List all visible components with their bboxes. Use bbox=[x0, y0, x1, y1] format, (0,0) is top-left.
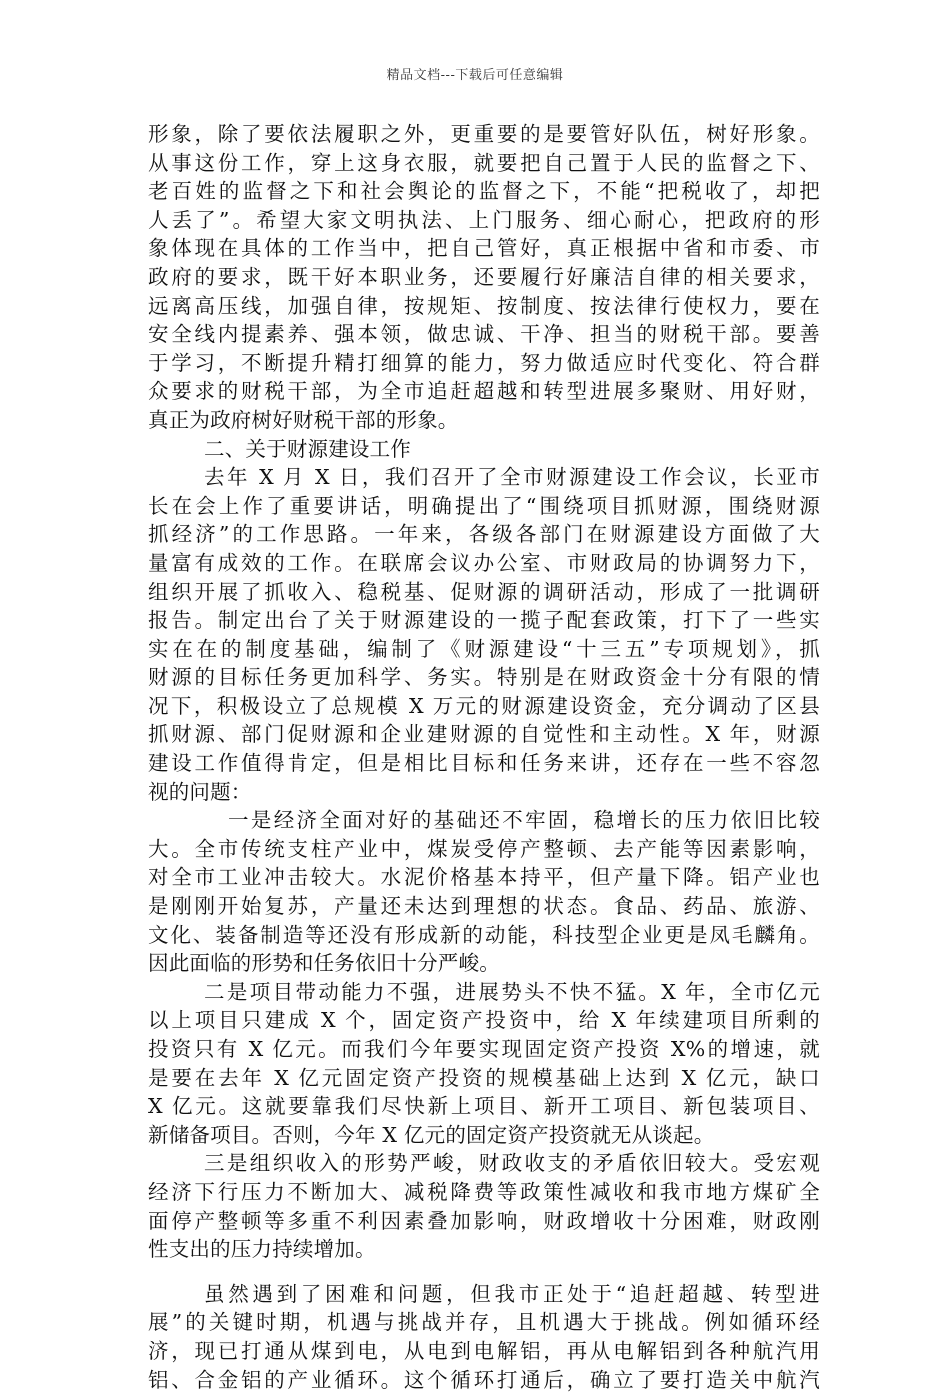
text-line: 是刚刚开始复苏，产量还未达到理想的状态。食品、药品、旅游、 bbox=[148, 894, 820, 919]
text-line: 真正为政府树好财税干部的形象。 bbox=[148, 407, 459, 432]
document-body bbox=[148, 120, 820, 1394]
text-line: 对全市工业冲击较大。水泥价格基本持平，但产量下降。铝产业也 bbox=[148, 865, 820, 890]
text-line: 象体现在具体的工作当中，把自己管好，真正根据中省和市委、市 bbox=[148, 236, 820, 261]
paragraph-6 bbox=[148, 1280, 820, 1394]
text-line: 以上项目只建成 X 个，固定资产投资中，给 X 年续建项目所剩的 bbox=[148, 1008, 820, 1033]
text-line: 一是经济全面对好的基础还不牢固，稳增长的压力依旧比较 bbox=[228, 808, 820, 833]
text-line: X 亿元。这就要靠我们尽快新上项目、新开工项目、新包装项目、 bbox=[148, 1094, 820, 1119]
text-line: 投资只有 X 亿元。而我们今年要实现固定资产投资 X%的增速，就 bbox=[148, 1037, 820, 1061]
text-line: 形象，除了要依法履职之外，更重要的是要管好队伍，树好形象。 bbox=[148, 122, 820, 146]
text-line: 组织开展了抓收入、稳税基、促财源的调研活动，形成了一批调研 bbox=[148, 579, 820, 604]
text-line: 二是项目带动能力不强，进展势头不快不猛。X 年，全市亿元 bbox=[204, 979, 820, 1004]
text-line: 性支出的压力持续增加。 bbox=[148, 1237, 376, 1262]
text-line: 报告。制定出台了关于财源建设的一揽子配套政策，打下了一些实 bbox=[148, 608, 820, 633]
section-heading bbox=[148, 435, 820, 464]
text-line: 老百姓的监督之下和社会舆论的监督之下，不能“把税收了，却把 bbox=[148, 179, 820, 204]
text-line: 大。全市传统支柱产业中，煤炭受停产整顿、去产能等因素影响， bbox=[148, 836, 820, 861]
paragraph-1 bbox=[148, 120, 820, 435]
text-line: 视的问题： bbox=[148, 779, 252, 804]
text-line: 抓财源、部门促财源和企业建财源的自觉性和主动性。X 年，财源 bbox=[148, 722, 820, 747]
text-line: 远离高压线，加强自律，按规矩、按制度、按法律行使权力，要在 bbox=[148, 293, 820, 318]
text-line: 从事这份工作，穿上这身衣服，就要把自己置于人民的监督之下、 bbox=[148, 150, 820, 175]
text-line: 政府的要求，既干好本职业务，还要履行好廉洁自律的相关要求， bbox=[148, 264, 820, 289]
text-line: 建设工作值得肯定，但是相比目标和任务来讲，还存在一些不容忽 bbox=[148, 751, 820, 776]
text-line: 实在在的制度基础，编制了《财源建设“十三五”专项规划》，抓 bbox=[148, 636, 820, 661]
text-line: 况下，积极设立了总规模 X 万元的财源建设资金，充分调动了区县 bbox=[148, 693, 820, 718]
paragraph-2 bbox=[148, 463, 820, 806]
text-line: 三是组织收入的形势严峻，财政收支的矛盾依旧较大。受宏观 bbox=[204, 1151, 820, 1176]
text-line: 抓经济”的工作思路。一年来，各级各部门在财源建设方面做了大 bbox=[148, 522, 820, 547]
text-line: 量富有成效的工作。在联席会议办公室、市财政局的协调努力下， bbox=[148, 550, 820, 575]
text-line: 铝、合金铝的产业循环。这个循环打通后，确立了要打造关中航汽 bbox=[148, 1367, 820, 1392]
text-line: 济，现已打通从煤到电，从电到电解铝，再从电解铝到各种航汽用 bbox=[148, 1338, 820, 1363]
page-header: 精品文档---下载后可任意编辑 bbox=[386, 68, 564, 83]
text-line: 财源的目标任务更加科学、务实。特别是在财政资金十分有限的情 bbox=[148, 665, 820, 690]
text-line: 安全线内提素养、强本领，做忠诚、干净、担当的财税干部。要善 bbox=[148, 322, 820, 347]
paragraph-4 bbox=[148, 978, 820, 1150]
text-line: 展”的关键时期，机遇与挑战并存，且机遇大于挑战。例如循环经 bbox=[148, 1310, 820, 1335]
text-line: 虽然遇到了困难和问题，但我市正处于“追赶超越、转型进 bbox=[204, 1281, 820, 1306]
paragraph-3 bbox=[148, 806, 820, 978]
text-line: 长在会上作了重要讲话，明确提出了“围绕项目抓财源，围绕财源 bbox=[148, 493, 820, 518]
text-line: 新储备项目。否则，今年 X 亿元的固定资产投资就无从谈起。 bbox=[148, 1122, 715, 1147]
text-line: 人丢了”。希望大家文明执法、上门服务、细心耐心，把政府的形 bbox=[148, 207, 820, 232]
text-line: 因此面临的形势和任务依旧十分严峻。 bbox=[148, 951, 500, 976]
paragraph-gap bbox=[148, 1264, 820, 1280]
text-line: 经济下行压力不断加大、减税降费等政策性减收和我市地方煤矿全 bbox=[148, 1179, 820, 1204]
text-line: 面停产整顿等多重不利因素叠加影响，财政增收十分困难，财政刚 bbox=[148, 1208, 820, 1233]
text-line: 去年 X 月 X 日，我们召开了全市财源建设工作会议，长亚市 bbox=[204, 465, 820, 490]
text-line: 众要求的财税干部，为全市追赶超越和转型进展多聚财、用好财， bbox=[148, 379, 820, 404]
text-line: 于学习，不断提升精打细算的能力，努力做适应时代变化、符合群 bbox=[148, 350, 820, 375]
text-line: 是要在去年 X 亿元固定资产投资的规模基础上达到 X 亿元，缺口 bbox=[148, 1065, 820, 1090]
paragraph-5 bbox=[148, 1149, 820, 1263]
section-heading-text: 二、关于财源建设工作 bbox=[204, 436, 411, 461]
text-line: 文化、装备制造等还没有形成新的动能，科技型企业更是凤毛麟角。 bbox=[148, 922, 820, 947]
